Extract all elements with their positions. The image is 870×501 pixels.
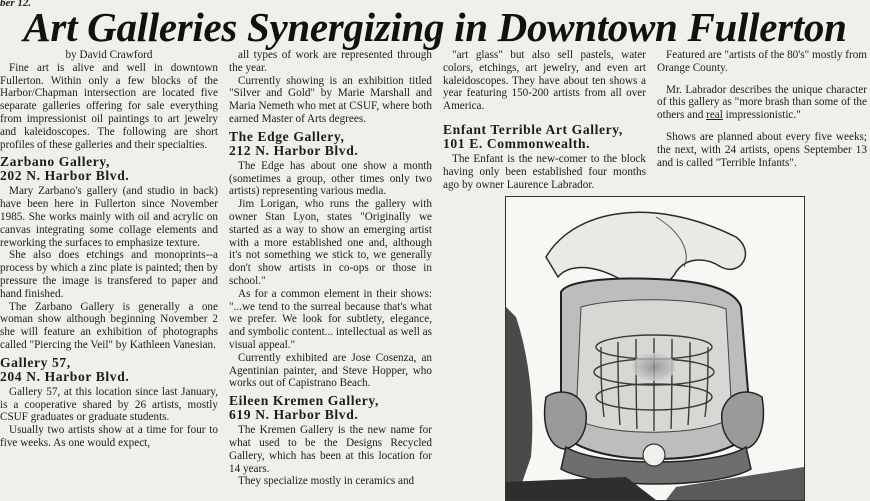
gallery-57-paragraph-1: Gallery 57, at this location since last January, is a cooperative shared by 26 artists, mostly CSUF graduates or graduate students. bbox=[0, 385, 218, 424]
enfant-paragraph-3-start: Mr. Labrador describes the unique character of this gallery as "more brash than some of the others and bbox=[657, 83, 867, 122]
enfant-paragraph-4: Shows are planned about every five weeks; the next, with 24 artists, opens September 13 and is called "Terrible Infants". bbox=[657, 130, 867, 169]
subhead-gallery-57 bbox=[0, 356, 218, 384]
article-column-4 bbox=[657, 49, 867, 169]
edge-paragraph-1: The Edge has about one show a month (sometimes a group, other times only two artists) representing various media. bbox=[229, 159, 432, 198]
gallery-57-paragraph-4: Currently showing is an exhibition titled "Silver and Gold" by Marie Marshall and Maria Nemeth who met at CSUF, where both earned Master of Arts degrees. bbox=[229, 74, 432, 125]
kremen-paragraph-2: They specialize mostly in ceramics and bbox=[238, 475, 415, 488]
intro-paragraph: Fine art is alive and well in downtown Fullerton. Within only a few blocks of the Harbor/Chapman intersection are located five separate galleries offering for sale everything from impressionist oil paintings to art jewelry and kaleidoscopes. The following are short profiles of these galleries and their specialties. bbox=[0, 61, 218, 151]
subhead-zarbano bbox=[0, 155, 218, 183]
kremen-paragraph-1: The Kremen Gallery is the new name for what used to be the Designs Recycled Gallery, which has been at this location for 14 years. bbox=[229, 424, 432, 475]
subhead-enfant bbox=[443, 123, 646, 151]
artwork-illustration bbox=[506, 197, 804, 500]
article-column-3 bbox=[443, 49, 646, 191]
byline: by David Crawford bbox=[65, 49, 153, 61]
subhead-kremen bbox=[229, 394, 432, 422]
edge-paragraph-3: As for a common element in their shows: "...we tend to the surreal because that's what we prefer. We look for subtlety, elegance, and symbolic content... intellectual as well as visual appeal." bbox=[229, 287, 432, 351]
zarbano-paragraph-2: She also does etchings and monoprints--a process by which a zinc plate is painted; then by pressure the image is transfered to paper and hand finished. bbox=[0, 249, 218, 300]
subhead-edge-address: 212 N. Harbor Blvd. bbox=[229, 142, 359, 158]
underlined-word: real bbox=[706, 109, 723, 122]
headline: Art Galleries Synergizing in Downtown Fullerton bbox=[23, 4, 847, 50]
gallery-57-paragraph-3: all types of work are represented through the year. bbox=[229, 49, 432, 74]
subhead-kremen-name: Eileen Kremen Gallery, bbox=[229, 393, 379, 409]
article-column-1 bbox=[0, 49, 218, 450]
subhead-gallery-57-name: Gallery 57, bbox=[0, 354, 71, 370]
subhead-enfant-address: 101 E. Commonwealth. bbox=[443, 135, 591, 151]
subhead-enfant-name: Enfant Terrible Art Gallery, bbox=[443, 121, 623, 137]
subhead-zarbano-name: Zarbano Gallery, bbox=[0, 154, 111, 170]
subhead-gallery-57-address: 204 N. Harbor Blvd. bbox=[0, 368, 130, 384]
subhead-kremen-address: 619 N. Harbor Blvd. bbox=[229, 407, 359, 423]
edge-paragraph-2: Jim Lorigan, who runs the gallery with owner Stan Lyon, states "Originally we started as a way to show an emerging artist with a more established one and, although it's not something we stick to, we generally don't show artists in co-ops or those in school." bbox=[229, 198, 432, 287]
kremen-paragraph-3: "art glass" but also sell pastels, water colors, etchings, art jewelry, and even art kaleidoscopes. They have about ten shows a year featuring 150-200 artists from all over America. bbox=[443, 49, 646, 113]
enfant-paragraph-3 bbox=[657, 84, 867, 122]
enfant-paragraph-3-end: impressionistic." bbox=[722, 109, 801, 122]
subhead-edge-name: The Edge Gallery, bbox=[229, 128, 345, 144]
enfant-paragraph-2: Featured are "artists of the 80's" mostly from Orange County. bbox=[657, 49, 867, 74]
zarbano-paragraph-3: The Zarbano Gallery is generally a one woman show although beginning November 2 she will feature an exhibition of photographs called "Piercing the Veil" by Kathleen Vanesian. bbox=[0, 300, 218, 351]
subhead-edge bbox=[229, 130, 432, 158]
dateline: ber 12. bbox=[0, 0, 32, 9]
zarbano-paragraph-1: Mary Zarbano's gallery (and studio in back) have been here in Fullerton since November 1985. She works mainly with oil and acrylic on canvas integrating some collage elements and reworking the surfaces to emphasize texture. bbox=[0, 185, 218, 249]
gallery-57-paragraph-2: Usually two artists show at a time for four to five weeks. As one would expect, bbox=[0, 424, 218, 449]
enfant-paragraph-1: The Enfant is the new-comer to the block having only been established four months ago by owner Laurence Labrador. bbox=[443, 152, 646, 191]
subhead-zarbano-address: 202 N. Harbor Blvd. bbox=[0, 168, 130, 184]
edge-paragraph-4: Currently exhibited are Jose Cosenza, an Agentinian painter, and Steve Hopper, who works out of Capistrano Beach. bbox=[229, 351, 432, 390]
artwork-photo bbox=[505, 196, 805, 501]
article-column-2 bbox=[229, 49, 432, 488]
